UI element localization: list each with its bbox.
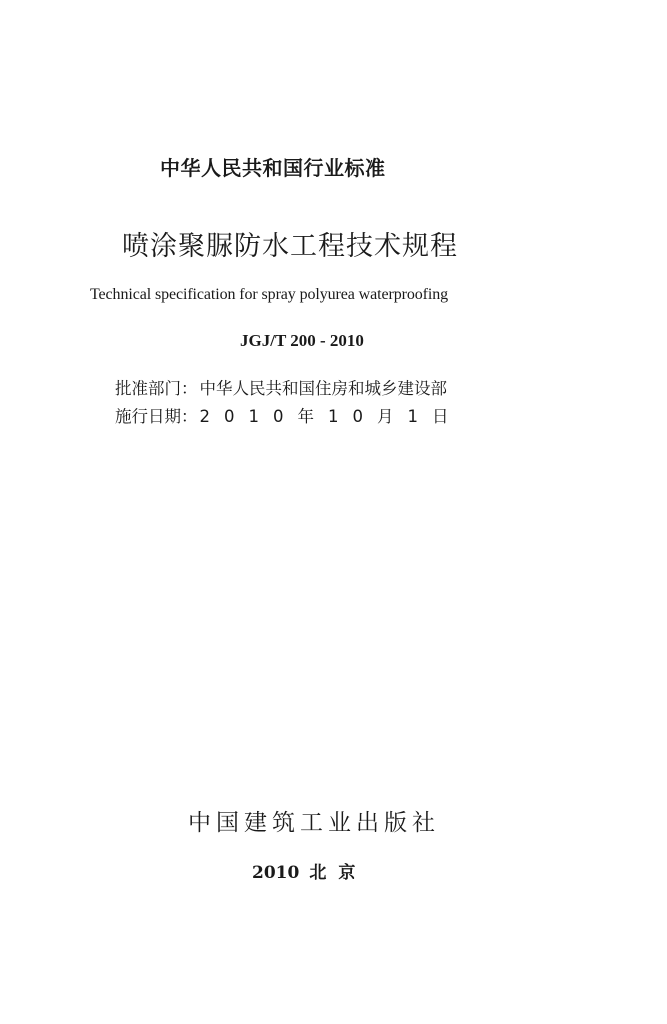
document-title-chinese: 喷涂聚脲防水工程技术规程 (122, 231, 458, 262)
effective-date-label: 施行日期： (115, 407, 198, 426)
publication-city: 北京 (309, 863, 368, 883)
approval-row (115, 375, 447, 399)
standard-number: JGJ/T 200 - 2010 (240, 331, 364, 350)
effective-date-value: 2010年10月1日 (199, 407, 463, 426)
publisher-name: 中国建筑工业出版社 (188, 810, 440, 836)
approval-value: 中华人民共和国住房和城乡建设部 (199, 379, 447, 398)
document-title-english: Technical specification for spray polyurea waterproofing (90, 286, 449, 303)
publication-year: 2010 (252, 863, 300, 883)
approval-label: 批准部门： (115, 379, 198, 398)
standard-category: 中华人民共和国行业标准 (160, 156, 386, 180)
publication-place (252, 858, 367, 883)
effective-date-row (115, 403, 463, 427)
